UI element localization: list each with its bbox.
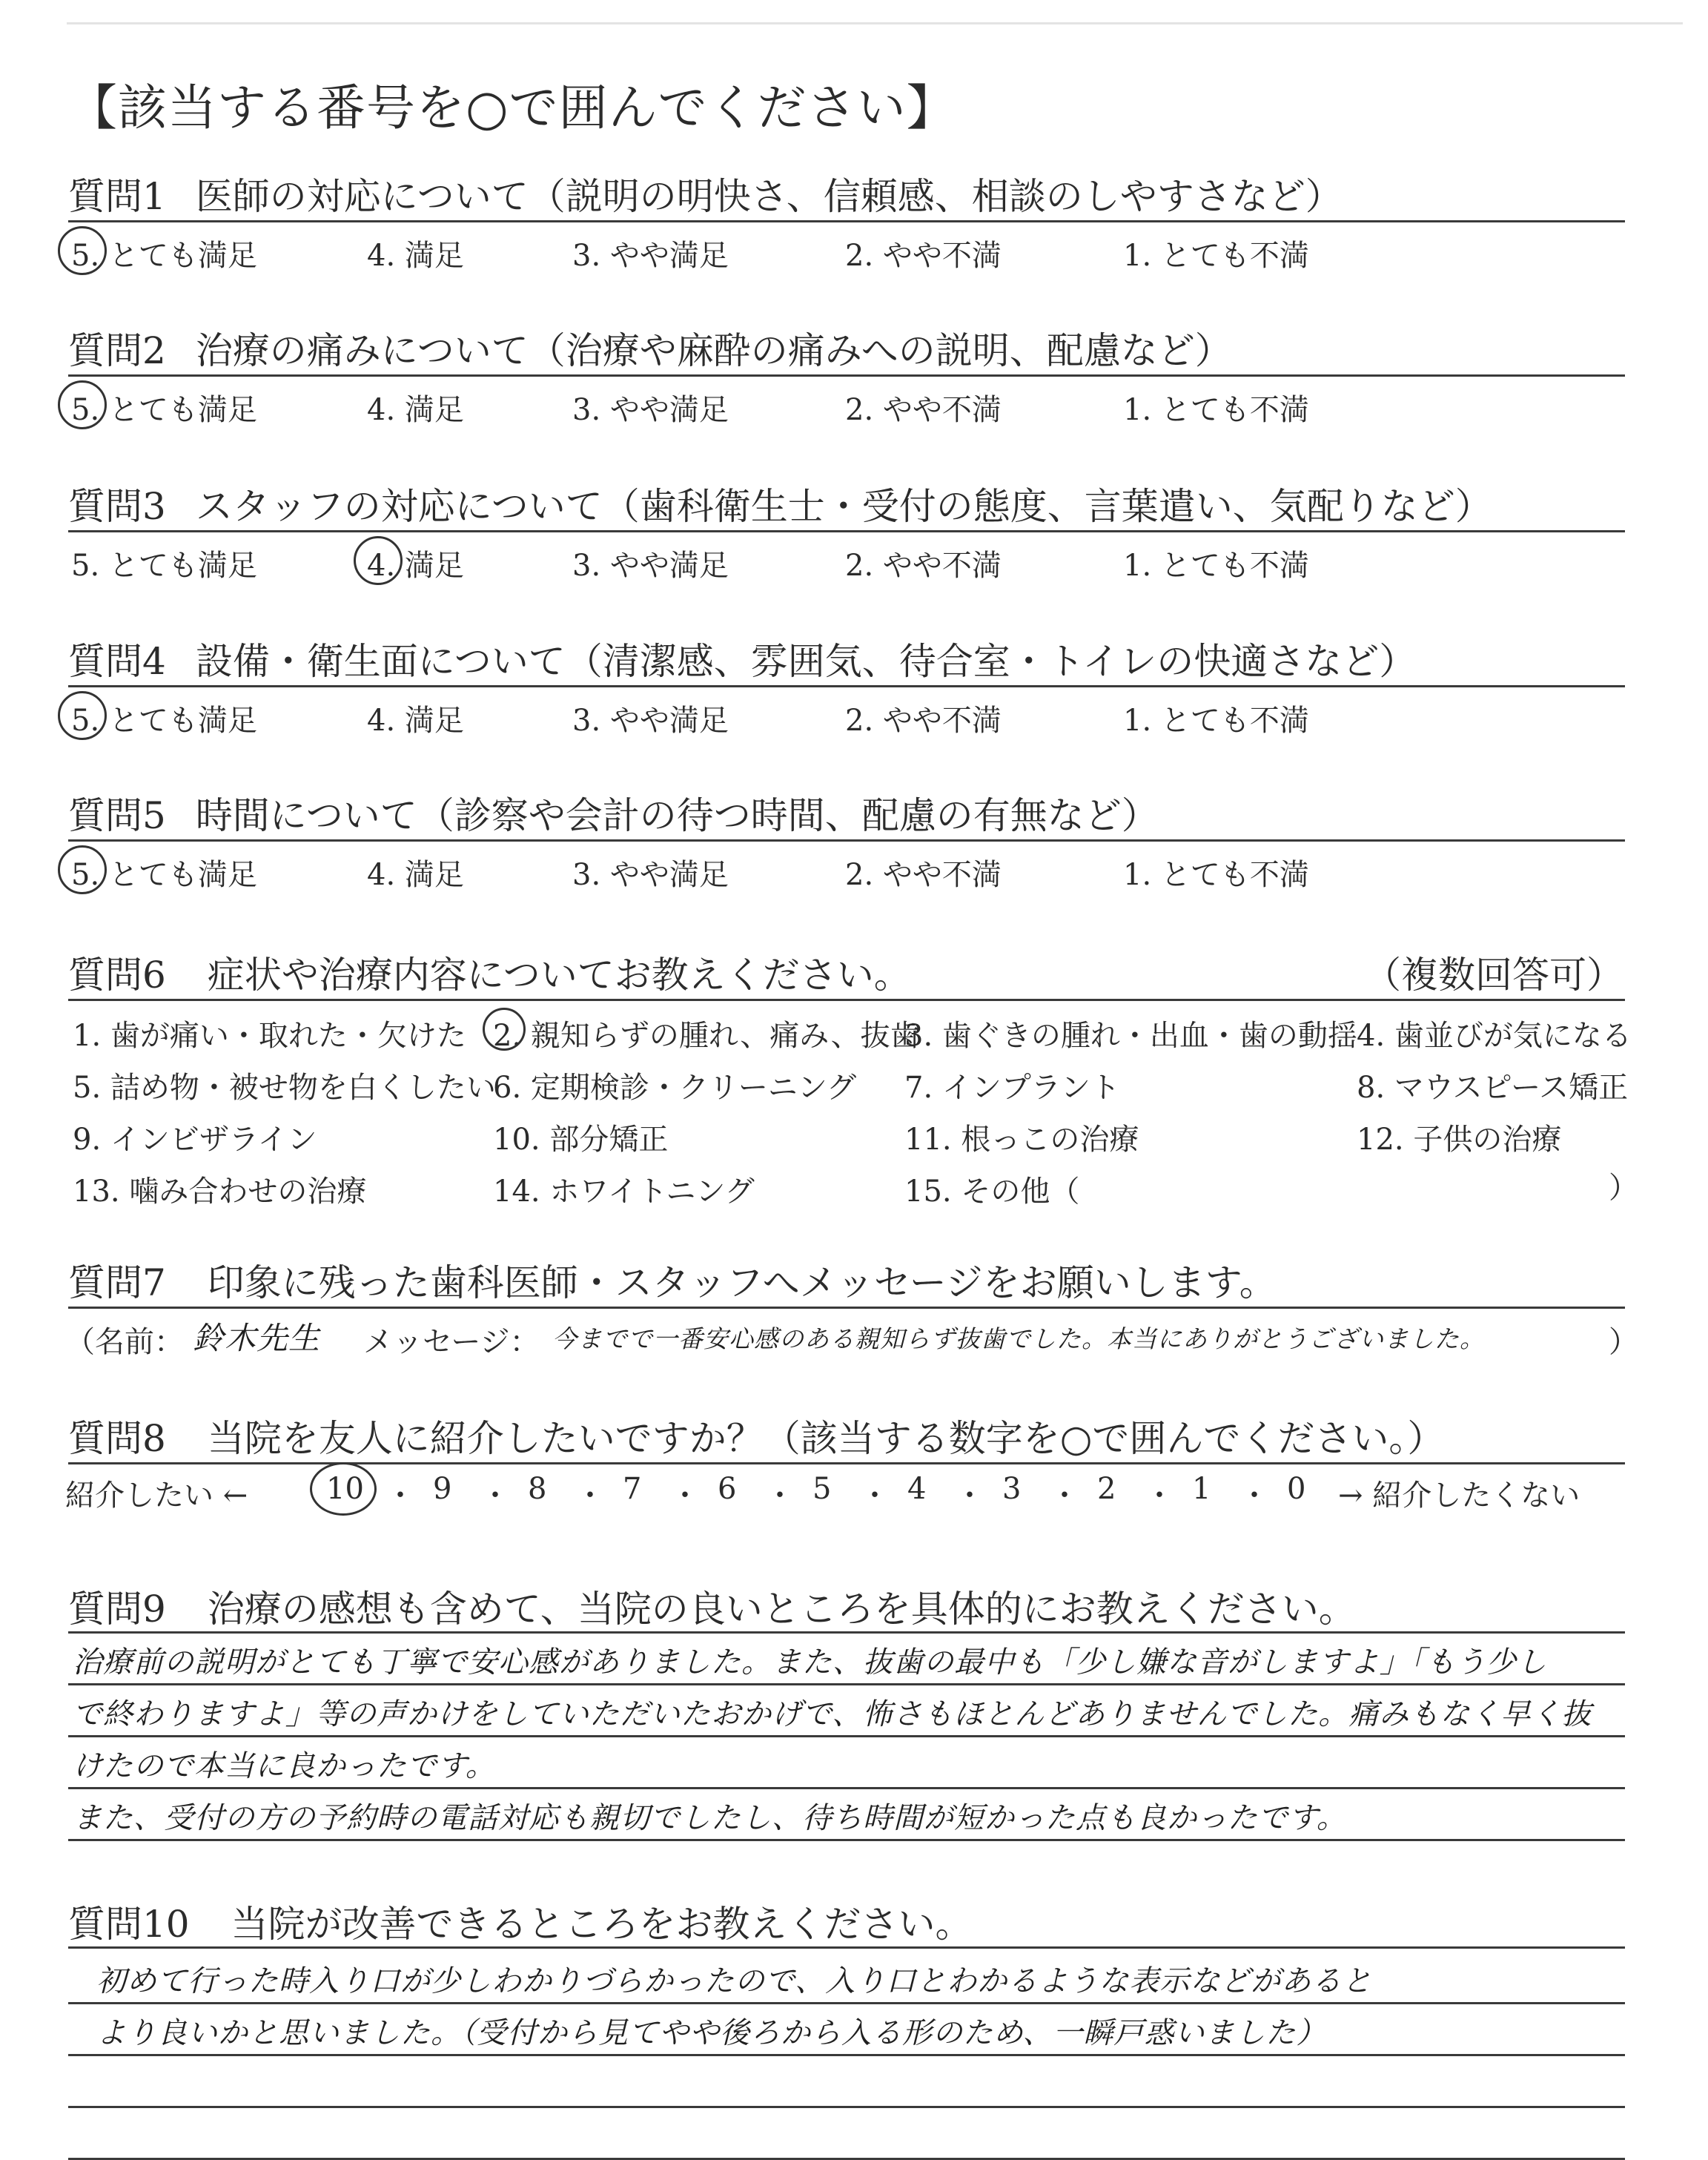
q6-option-3[interactable]: 3. 歯ぐきの腫れ・出血・歯の動揺 <box>904 1019 1357 1053</box>
q2-option-5[interactable]: 1. とても不満 <box>1123 393 1309 427</box>
q7-message-label: メッセージ： <box>363 1325 540 1359</box>
q8-scale-5[interactable]: 5 <box>812 1472 832 1506</box>
q4-selected-circle <box>58 691 107 740</box>
q8-scale-1[interactable]: 1 <box>1192 1472 1211 1506</box>
q6-option-1[interactable]: 1. 歯が痛い・取れた・欠けた <box>73 1019 466 1053</box>
q4-title: 設備・衛生面について（清潔感、雰囲気、待合室・トイレの快適さなど） <box>195 640 1417 683</box>
q8-scale-separator: ・ <box>1050 1479 1079 1513</box>
q4-option-4[interactable]: 2. やや不満 <box>845 704 1002 738</box>
q9-answer-line-3: けたので本当に良かったです。 <box>73 1749 496 1783</box>
q8-selected-circle <box>310 1462 377 1516</box>
q6-option-10[interactable]: 10. 部分矯正 <box>493 1123 669 1157</box>
q4-option-2[interactable]: 4. 満足 <box>367 704 464 738</box>
q8-scale-separator: ・ <box>1239 1479 1269 1513</box>
q6-option-4[interactable]: 4. 歯並びが気になる <box>1357 1019 1632 1053</box>
q5-selected-circle <box>58 845 107 894</box>
q1-option-4[interactable]: 2. やや不満 <box>845 239 1002 273</box>
q8-title-row <box>68 1409 1444 1462</box>
q8-scale-0[interactable]: 0 <box>1287 1472 1306 1506</box>
q3-option-5[interactable]: 1. とても不満 <box>1123 549 1309 583</box>
q10-line-rule-1 <box>68 2002 1625 2004</box>
q8-scale-separator: ・ <box>1145 1479 1174 1513</box>
q4-option-3[interactable]: 3. やや満足 <box>572 704 729 738</box>
q8-left-label: 紹介したい ← <box>65 1479 248 1513</box>
q3-option-1[interactable]: 5. とても満足 <box>71 549 257 583</box>
q1-option-2[interactable]: 4. 満足 <box>367 239 464 273</box>
q8-scale-3[interactable]: 3 <box>1002 1472 1022 1506</box>
q5-option-3[interactable]: 3. やや満足 <box>572 858 729 892</box>
top-edge-line <box>67 22 1683 24</box>
q9-line-rule-4 <box>68 1839 1625 1841</box>
q4-rule <box>68 685 1625 687</box>
q7-label: 質問7 <box>68 1261 166 1304</box>
q1-option-3[interactable]: 3. やや満足 <box>572 239 729 273</box>
q10-title: 当院が改善できるところをお教えください。 <box>231 1903 973 1946</box>
q9-title-row <box>68 1579 1356 1633</box>
q3-label: 質問3 <box>68 485 166 528</box>
q6-option-13[interactable]: 13. 噛み合わせの治療 <box>73 1175 367 1209</box>
q5-label: 質問5 <box>68 794 166 837</box>
q8-scale-separator: ・ <box>575 1479 605 1513</box>
q6-option-11[interactable]: 11. 根っこの治療 <box>904 1123 1139 1157</box>
q7-name-label: （名前： <box>65 1325 184 1359</box>
q1-option-1[interactable]: 5. とても満足 <box>71 239 257 273</box>
q6-title: 症状や治療内容についてお教えください。 <box>207 954 911 997</box>
q6-option-5[interactable]: 5. 詰め物・被せ物を白くしたい <box>73 1071 496 1105</box>
q2-option-2[interactable]: 4. 満足 <box>367 393 464 427</box>
q8-scale-7[interactable]: 7 <box>623 1472 642 1506</box>
q6-option-12[interactable]: 12. 子供の治療 <box>1357 1123 1562 1157</box>
q8-scale-9[interactable]: 9 <box>433 1472 452 1506</box>
q1-selected-circle <box>58 226 107 275</box>
q9-line-rule-1 <box>68 1683 1625 1685</box>
q2-option-3[interactable]: 3. やや満足 <box>572 393 729 427</box>
q6-option-15[interactable]: 15. その他（ <box>904 1175 1080 1209</box>
q4-option-1[interactable]: 5. とても満足 <box>71 704 257 738</box>
q3-rule <box>68 530 1625 532</box>
q8-scale-10[interactable]: 10 <box>326 1472 364 1506</box>
q6-option-7[interactable]: 7. インプラント <box>904 1071 1120 1105</box>
q8-scale-separator: ・ <box>670 1479 700 1513</box>
q2-title: 治療の痛みについて（治療や麻酔の痛みへの説明、配慮など） <box>195 329 1232 372</box>
q4-title-row <box>68 632 1416 685</box>
q10-line-rule-2 <box>68 2054 1625 2056</box>
q7-close-paren: ） <box>1609 1325 1638 1359</box>
q9-answer-line-2: で終わりますよ」等の声かけをしていただいたおかげで、怖さもほとんどありませんでした。痛みもなく早く抜 <box>73 1697 1592 1731</box>
q3-selected-circle <box>354 536 403 585</box>
q5-option-4[interactable]: 2. やや不満 <box>845 858 1002 892</box>
q8-scale-4[interactable]: 4 <box>907 1472 927 1506</box>
q5-option-1[interactable]: 5. とても満足 <box>71 858 257 892</box>
q6-note: （複数回答可） <box>1364 954 1623 997</box>
q3-option-4[interactable]: 2. やや不満 <box>845 549 1002 583</box>
q9-line-rule-3 <box>68 1787 1625 1789</box>
q7-name-value[interactable]: 鈴木先生 <box>193 1320 321 1356</box>
q10-answer-line-1: 初めて行った時入り口が少しわかりづらかったので、入り口とわかるような表示などがあると <box>96 1964 1373 1998</box>
q2-rule <box>68 374 1625 377</box>
q7-title: 印象に残った歯科医師・スタッフへメッセージをお願いします。 <box>207 1261 1277 1304</box>
q9-title: 治療の感想も含めて、当院の良いところを具体的にお教えください。 <box>207 1588 1356 1631</box>
q9-answer-line-1: 治療前の説明がとても丁寧で安心感がありました。また、抜歯の最中も「少し嫌な音がしますよ」「もう少し <box>73 1645 1547 1680</box>
q5-option-5[interactable]: 1. とても不満 <box>1123 858 1309 892</box>
q8-title: 当院を友人に紹介したいですか？（該当する数字を○で囲んでください。） <box>207 1417 1445 1460</box>
q7-message-value[interactable]: 今までで一番安心感のある親知らず抜歯でした。本当にありがとうございました。 <box>552 1324 1485 1353</box>
page-heading: 【該当する番号を○で囲んでください】 <box>68 79 956 136</box>
q2-option-1[interactable]: 5. とても満足 <box>71 393 257 427</box>
q6-option-8[interactable]: 8. マウスピース矯正 <box>1357 1071 1629 1105</box>
q6-selected-circle <box>483 1008 526 1051</box>
q3-title: スタッフの対応について（歯科衛生士・受付の態度、言葉遣い、気配りなど） <box>195 485 1492 528</box>
q10-label: 質問10 <box>68 1903 190 1946</box>
q1-rule <box>68 220 1625 222</box>
q8-rule <box>68 1462 1625 1464</box>
q9-rule <box>68 1631 1625 1634</box>
q10-rule <box>68 1946 1625 1949</box>
q6-label: 質問6 <box>68 954 166 997</box>
q8-scale-separator: ・ <box>765 1479 795 1513</box>
q5-title-row <box>68 786 1159 839</box>
q6-title-row <box>68 945 911 999</box>
q1-label: 質問1 <box>68 175 166 218</box>
q10-title-row <box>68 1895 973 1948</box>
q7-title-row <box>68 1253 1277 1307</box>
q1-option-5[interactable]: 1. とても不満 <box>1123 239 1309 273</box>
q8-scale-8[interactable]: 8 <box>528 1472 547 1506</box>
q10-answer-line-2: より良いかと思いました。（受付から見てやや後ろから入る形のため、一瞬戸惑いました） <box>96 2016 1327 2050</box>
q8-scale-separator: ・ <box>385 1479 415 1513</box>
q2-selected-circle <box>58 380 107 429</box>
q5-rule <box>68 839 1625 842</box>
q7-rule <box>68 1307 1625 1309</box>
q9-answer-line-4: また、受付の方の予約時の電話対応も親切でしたし、待ち時間が短かった点も良かったです。 <box>73 1801 1347 1835</box>
q5-title: 時間について（診察や会計の待つ時間、配慮の有無など） <box>195 794 1159 837</box>
q6-option-6[interactable]: 6. 定期検診・クリーニング <box>493 1071 857 1105</box>
q8-scale-separator: ・ <box>860 1479 890 1513</box>
q8-scale-6[interactable]: 6 <box>718 1472 737 1506</box>
q5-option-2[interactable]: 4. 満足 <box>367 858 464 892</box>
q1-title-row <box>68 167 1343 220</box>
q3-option-2[interactable]: 4. 満足 <box>367 549 464 583</box>
q8-scale-2[interactable]: 2 <box>1097 1472 1116 1506</box>
q4-label: 質問4 <box>68 640 166 683</box>
q8-scale-separator: ・ <box>955 1479 984 1513</box>
q6-rule <box>68 999 1625 1001</box>
q2-label: 質問2 <box>68 329 166 372</box>
q3-option-3[interactable]: 3. やや満足 <box>572 549 729 583</box>
q1-title: 医師の対応について（説明の明快さ、信頼感、相談のしやすさなど） <box>195 175 1343 218</box>
q6-close-paren: ） <box>1609 1171 1638 1205</box>
q2-title-row <box>68 321 1232 374</box>
q8-label: 質問8 <box>68 1417 166 1460</box>
q9-label: 質問9 <box>68 1588 166 1631</box>
q6-option-9[interactable]: 9. インビザライン <box>73 1123 317 1157</box>
q8-scale-separator: ・ <box>480 1479 510 1513</box>
q4-option-5[interactable]: 1. とても不満 <box>1123 704 1309 738</box>
q2-option-4[interactable]: 2. やや不満 <box>845 393 1002 427</box>
q10-line-rule-3 <box>68 2106 1625 2108</box>
q3-title-row <box>68 477 1492 530</box>
q9-line-rule-2 <box>68 1735 1625 1737</box>
q6-option-14[interactable]: 14. ホワイトニング <box>493 1175 755 1209</box>
q6-option-2[interactable]: 2. 親知らずの腫れ、痛み、抜歯 <box>493 1019 920 1053</box>
q8-right-label: → 紹介したくない <box>1338 1479 1580 1513</box>
